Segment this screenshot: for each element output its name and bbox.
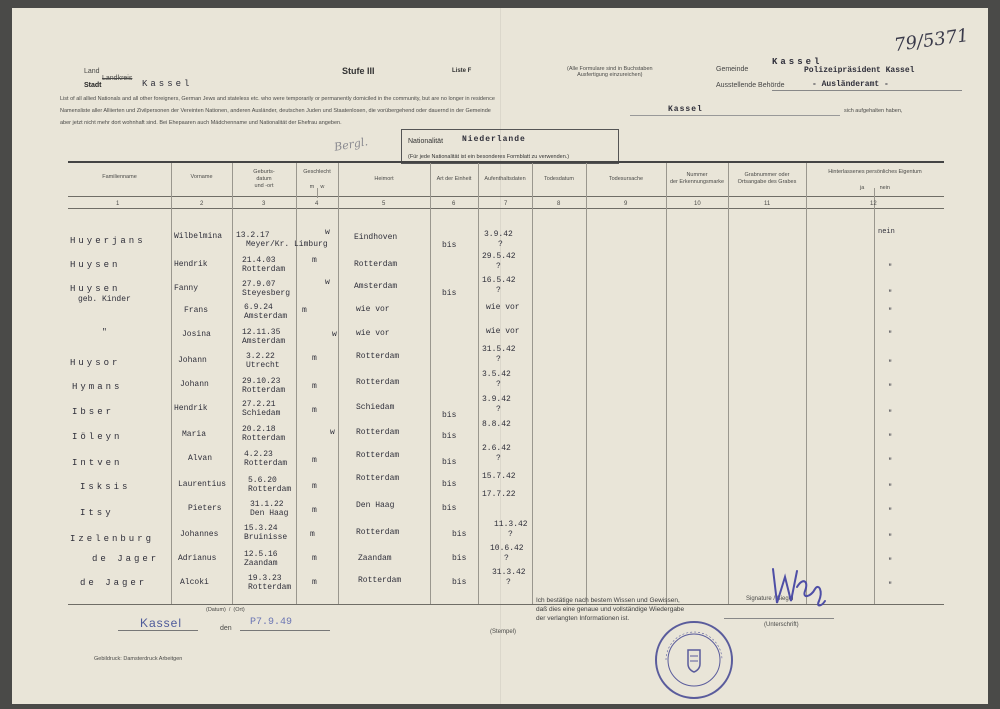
col-num: 8 [557,201,561,207]
official-stamp [652,618,736,702]
cell-surname: Huysor [70,358,121,368]
cell-aufenthalt: 15.7.42 [482,472,516,481]
cell-firstname: Frans [184,306,209,315]
col-num: 9 [624,201,628,207]
table-top-rule [68,161,944,163]
cell-bis: bis [442,432,457,441]
cell-heimort: Schiedam [356,403,395,412]
col-num: 6 [452,201,456,207]
col-header-heimort: Heimort [374,176,394,182]
cell-surname: geb. Kinder [78,295,131,304]
cell-firstname: Maria [182,430,207,439]
intro-line-1: List of all allied Nationals and all other foreigners, German Jews and stateless etc. who were temporarily or permanently domiciled in the community, but are no longer in residence [60,96,495,102]
cell-eigentum: " [888,458,893,466]
cell-heimort: Rotterdam [356,528,400,537]
place-stamp: Kassel [140,616,183,630]
cell-bis: bis [442,411,457,420]
header-bottom-rule [68,196,944,197]
cell-heimort: Den Haag [356,501,395,510]
behoerde-value-2: - Ausländeramt - [812,80,889,89]
cell-surname: Isksis [80,482,131,492]
cell-firstname: Hendrik [174,404,208,413]
cell-birth: 12.5.16 Zaandam [244,550,278,568]
cell-firstname: Alvan [188,454,213,463]
col-num: 7 [504,201,508,207]
cell-birth: 6.9.24 Amsterdam [244,303,288,321]
cell-sex-w: w [332,330,337,339]
cell-surname: Iöleyn [72,432,123,442]
gemeinde-value: Kassel [772,57,823,67]
cell-bis: bis [452,530,467,539]
cell-aufenthalt: 29.5.42 ? [482,252,516,271]
cell-firstname: Fanny [174,284,199,293]
cell-sex-m: m [302,306,307,315]
cell-surname: Huyerjans [70,236,146,246]
land-label: Land [84,68,100,75]
cell-firstname: Laurentius [178,480,227,489]
cell-surname: de Jager [80,578,148,588]
cell-birth: 21.4.03 Rotterdam [242,256,286,274]
cell-firstname: Alcoki [180,578,209,587]
cell-bis: bis [442,241,457,250]
col-num: 12 [870,201,877,207]
cell-birth: 13.2.17 Meyer/Kr. Limburg [236,231,328,249]
cell-sex-m: m [312,506,317,515]
cell-bis: bis [452,578,467,587]
cell-sex-m: m [310,530,315,539]
cell-surname: Hymans [72,382,123,392]
intro-city-value: Kassel [668,105,703,114]
cell-bis: bis [452,554,467,563]
cell-heimort: Rotterdam [358,576,402,585]
signature-mark [767,563,827,611]
cell-birth: 29.10.23 Rotterdam [242,377,286,395]
cell-birth: 19.3.23 Rotterdam [248,574,292,592]
cell-sex-w: w [325,228,330,237]
col-header-eigentum-sub: ja nein [860,185,890,191]
cell-aufenthalt: 3.9.42 ? [484,230,513,249]
certification-text: Ich bestätige nach bestem Wissen und Gewissen, daß dies eine genaue und vollständige Wiedergabe der verlangten Informationen ist. [536,597,685,622]
col-header-familienname: Familienname [102,174,137,180]
handwritten-annotation: Bergl. [333,135,369,154]
cell-eigentum: " [888,360,893,368]
cell-sex-m: m [312,406,317,415]
cell-bis: bis [442,458,457,467]
signature-label: Signature / Siegel [746,596,794,602]
cell-heimort: Rotterdam [356,352,400,361]
col-header-grab: Grabnummer oder Ortsangabe des Grabes [737,172,797,185]
cell-firstname: Johann [180,380,209,389]
col-num: 10 [694,201,701,207]
col-num: 11 [764,201,771,207]
cell-eigentum: " [888,434,893,442]
cell-sex-m: m [312,456,317,465]
col-header-aufenthaltsdaten: Aufenthaltsdaten [484,176,526,182]
cell-heimort: wie vor [356,329,390,338]
cell-aufenthalt: 31.5.42 ? [482,345,516,364]
cell-eigentum: " [888,331,893,339]
cell-sex-w: w [330,428,335,437]
cell-sex-m: m [312,256,317,265]
cell-firstname: Hendrik [174,260,208,269]
cell-aufenthalt: 17.7.22 [482,490,516,499]
cell-sex-m: m [312,578,317,587]
cell-eigentum: " [888,558,893,566]
cell-eigentum: " [888,264,893,272]
cell-eigentum: " [888,534,893,542]
cell-eigentum: " [888,308,893,316]
cell-birth: 12.11.35 Amsterdam [242,328,286,346]
cell-eigentum: " [888,290,893,298]
col-header-geschlecht-sub: m w [309,184,325,190]
cell-eigentum: nein [878,228,895,236]
col-header-geburtsdatum: Geburts- datum und -ort [253,169,275,189]
cell-firstname: Johann [178,356,207,365]
instruction-note: (Alle Formulare sind in Buchstaben Ausfertigung einzureichen) [567,66,653,78]
cell-aufenthalt: 8.8.42 [482,420,511,429]
cell-bis: bis [442,480,457,489]
nationality-value: Niederlande [462,135,526,144]
cell-birth: 4.2.23 Rotterdam [244,450,288,468]
cell-birth: 27.9.07 Steyesberg [242,280,291,298]
intro-line-3: aber jetzt nicht mehr dort wohnhaft sind. Bei Ehepaaren auch Mädchenname und Nationalität der Ehefrau angeben. [60,120,342,126]
cell-firstname: Wilbelmina [174,232,223,241]
cell-surname: Itsy [80,508,114,518]
col-header-geschlecht: Geschlecht [303,169,331,175]
cell-surname: de Jager [92,554,160,564]
col-num: 4 [315,201,319,207]
cell-heimort: Rotterdam [354,260,398,269]
behoerde-value-1: Polizeipräsident Kassel [804,66,915,75]
cell-surname: Intven [72,458,123,468]
cell-aufenthalt: 2.6.42 ? [482,444,511,463]
gemeinde-label: Gemeinde [716,66,749,73]
cell-surname: Huysen [70,260,121,270]
cell-firstname: Adrianus [178,554,217,563]
col-header-einheit: Art der Einheit [436,176,472,182]
unterschrift-label: (Unterschrift) [764,622,799,628]
nationality-note: (Für jede Nationalität ist ein besonderes Formblatt zu verwenden.) [408,154,570,160]
cell-birth: 5.6.20 Rotterdam [248,476,292,494]
cell-firstname: Josina [182,330,211,339]
document-sheet [12,8,988,704]
col-num: 5 [382,201,386,207]
liste-label: Liste F [452,68,472,74]
city-value: Kassel [142,79,193,89]
cell-heimort: wie vor [356,305,390,314]
cell-aufenthalt: 11.3.42 ? [494,520,528,539]
cell-eigentum: " [888,410,893,418]
cell-sex-m: m [312,354,317,363]
cell-birth: 15.3.24 Bruinisse [244,524,288,542]
cell-heimort: Eindhoven [354,233,398,242]
landkreis-label: Landkreis [102,75,133,82]
number-row-rule [68,208,944,209]
cell-firstname: Johannes [180,530,219,539]
cell-surname: Ibser [72,407,115,417]
nationality-label: Nationalität [408,138,444,145]
col-header-vorname: Vorname [190,174,213,180]
cell-heimort: Rotterdam [356,474,400,483]
cell-heimort: Rotterdam [356,378,400,387]
col-num: 1 [116,201,120,207]
cell-birth: 20.2.18 Rotterdam [242,425,286,443]
intro-line-2-end: sich aufgehalten haben, [844,108,903,114]
cell-aufenthalt: 3.5.42 ? [482,370,511,389]
cell-bis: bis [442,504,457,513]
cell-heimort: Rotterdam [356,451,400,460]
col-header-eigentum: Hinterlassenes persönliches Eigentum [828,169,922,175]
printer-line: Gebildruck: Damsterdruck Arbeitgen [94,656,183,662]
cell-eigentum: " [888,484,893,492]
intro-line-2: Namensliste aller Alliierten und Zivilpersonen der Vereinten Nationen, anderen Ausländer, deutschen Juden und Staatenlosen, die vorübergehend oder dauernd in der Gemeinde [60,108,491,114]
reference-number: 79/5371 [892,24,970,57]
cell-aufenthalt: 16.5.42 ? [482,276,516,295]
cell-sex-m: m [312,382,317,391]
cell-eigentum: " [888,384,893,392]
stempel-label: (Stempel) [490,629,517,635]
cell-aufenthalt: wie vor [486,327,520,336]
col-num: 3 [262,201,266,207]
cell-aufenthalt: wie vor [486,303,520,312]
cell-sex-w: w [325,278,330,287]
stufe-label: Stufe III [342,66,375,76]
cell-eigentum: " [888,508,893,516]
cell-aufenthalt: 10.6.42 ? [490,544,524,563]
col-header-todesdatum: Todesdatum [544,176,574,182]
cell-birth: 3.2.22 Utrecht [246,352,280,370]
cell-surname: " [102,328,107,337]
cell-heimort: Amsterdam [354,282,398,291]
cell-firstname: Pieters [188,504,222,513]
cell-birth: 27.2.21 Schiedam [242,400,281,418]
cell-surname: Huysen [70,284,121,294]
cell-eigentum: " [888,582,893,590]
behoerde-label: Ausstellende Behörde [716,82,785,89]
col-num: 2 [200,201,204,207]
cell-aufenthalt: 31.3.42 ? [492,568,526,587]
cell-bis: bis [442,289,457,298]
cell-heimort: Zaandam [358,554,392,563]
cell-sex-m: m [312,482,317,491]
ort-datum-label: (Datum) / (Ort) [206,607,245,613]
col-header-todesursache: Todesursache [608,176,644,182]
cell-surname: Izelenburg [70,534,155,544]
nationality-box [401,129,619,164]
date-stamp: P7.9.49 [250,617,293,628]
cell-heimort: Rotterdam [356,428,400,437]
den-label: den [220,625,232,632]
cell-birth: 31.1.22 Den Haag [250,500,289,518]
cell-sex-m: m [312,554,317,563]
col-header-erkennungsmarke: Nummer der Erkennungsmarke [669,172,725,185]
cell-aufenthalt: 3.9.42 ? [482,395,511,414]
stadt-label: Stadt [84,82,102,89]
